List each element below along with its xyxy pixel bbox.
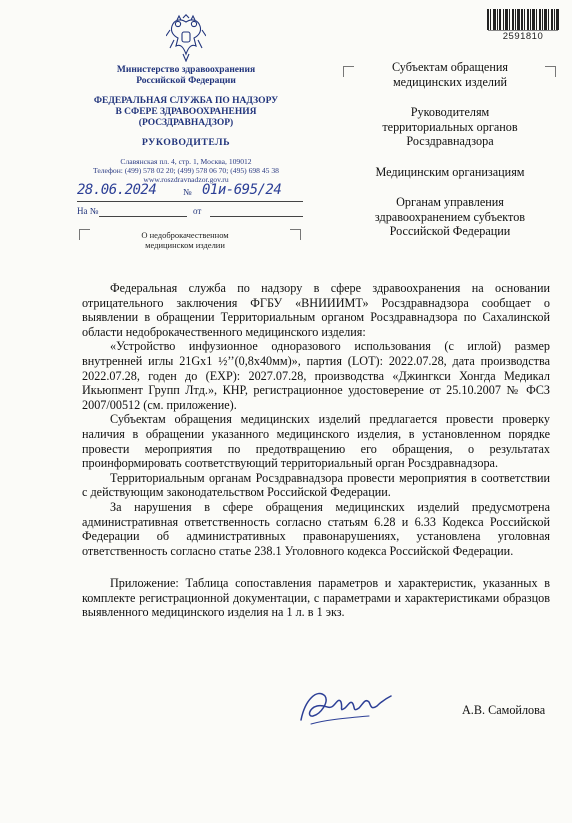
registration-number-label: №: [183, 187, 192, 197]
paragraph-attachment: Приложение: Таблица сопоставления параметров и характеристик, указанных в комплекте регистрационной документации, с параметрами и характеристиками образцов выявленного медицинского изделия на 1 л. в 1 экз.: [82, 576, 550, 620]
addressee-item: Органам управления здравоохранением субъектов Российской Федерации: [374, 195, 526, 238]
barcode: [486, 9, 560, 30]
subject-bracket-right: [290, 229, 301, 240]
registration-date: 28.06.2024: [77, 182, 157, 198]
paragraph-liability: За нарушения в сфере обращения медицинских изделий предусмотрена административная ответственность согласно статьям 6.28 и 6.33 Кодекса Российской Федерации об административных правонарушениях, установлена уголовная ответственность согласно статье 238.1 Уголовного кодекса Российской Федерации.: [82, 499, 550, 558]
double-headed-eagle-emblem-icon: [166, 14, 206, 62]
registration-line: [77, 183, 303, 202]
addressee-item: Субъектам обращения медицинских изделий: [391, 60, 508, 89]
reply-date-label: от: [193, 206, 202, 216]
sender-address: Славянская пл. 4, стр. 1, Москва, 109012 Телефон: (499) 578 02 20; (499) 578 06 70; (495) 698 45 38 www.roszdravnadzor.gov.ru: [93, 157, 279, 184]
document-number: 2591810: [488, 30, 558, 43]
paragraph-instructions: Субъектам обращения медицинских изделий предлагается провести проверку наличия в обращении указанного медицинского изделия, в установленном порядке провести мероприятия по предотвращению его обращения, о результатах проинформировать соответствующий территориальный орган Росздравнадзора.: [82, 412, 550, 471]
handwritten-signature: [295, 680, 395, 730]
paragraph-notice: Федеральная служба по надзору в сфере здравоохранения на основании отрицательного заключения ФГБУ «ВНИИИМТ» Росздравнадзора сообщает о выявлении в обращении Территориальным органом Росздравнадзора по Сахалинской области недоброкачественного медицинского изделия:: [82, 281, 550, 339]
agency-name: ФЕДЕРАЛЬНАЯ СЛУЖБА ПО НАДЗОРУ В СФЕРЕ ЗДРАВООХРАНЕНИЯ (РОСЗДРАВНАДЗОР): [93, 96, 279, 128]
paragraph-device-description: «Устройство инфузионное одноразового использования (с иглой) размер внутренней иглы 21Gx1 ½’’(0,8x40мм)», партия (LOT): 2022.07.28, дата производства 2022.07.28, годен до (EXP): 2027.07.28, производства «Джингкси Хонгда Медикал Икьюпмент Групп Лтд.», КНР, регистрационное удостоверение от 25.10.2007 № ФСЗ 2007/00512 (см. приложение).: [82, 339, 550, 412]
subject-bracket-left: [79, 229, 90, 240]
letter-body: [82, 281, 550, 620]
addressee-item: Руководителям территориальных органов Росздравнадзора: [382, 105, 518, 148]
reply-number-label: На №: [77, 206, 99, 216]
addressee-item: Медицинским организациям: [375, 164, 525, 179]
addressee-block: [350, 60, 550, 255]
reply-number-field: [99, 216, 187, 217]
paragraph-territorial-bodies: Территориальным органам Росздравнадзора провести мероприятия в соответствии с действующим законодательством Российской Федерации.: [82, 470, 550, 500]
letterhead: [70, 14, 302, 184]
subject-line: О недоброкачественном медицинском изделии: [141, 230, 229, 250]
reply-date-field: [210, 216, 303, 217]
ministry-name: Министерство здравоохранения Российской Федерации: [116, 65, 256, 86]
signer-name: А.В. Самойлова: [462, 703, 546, 717]
head-title: РУКОВОДИТЕЛЬ: [141, 137, 231, 148]
registration-number: 01и-695/24: [202, 182, 282, 198]
reply-reference-line: [77, 206, 303, 218]
